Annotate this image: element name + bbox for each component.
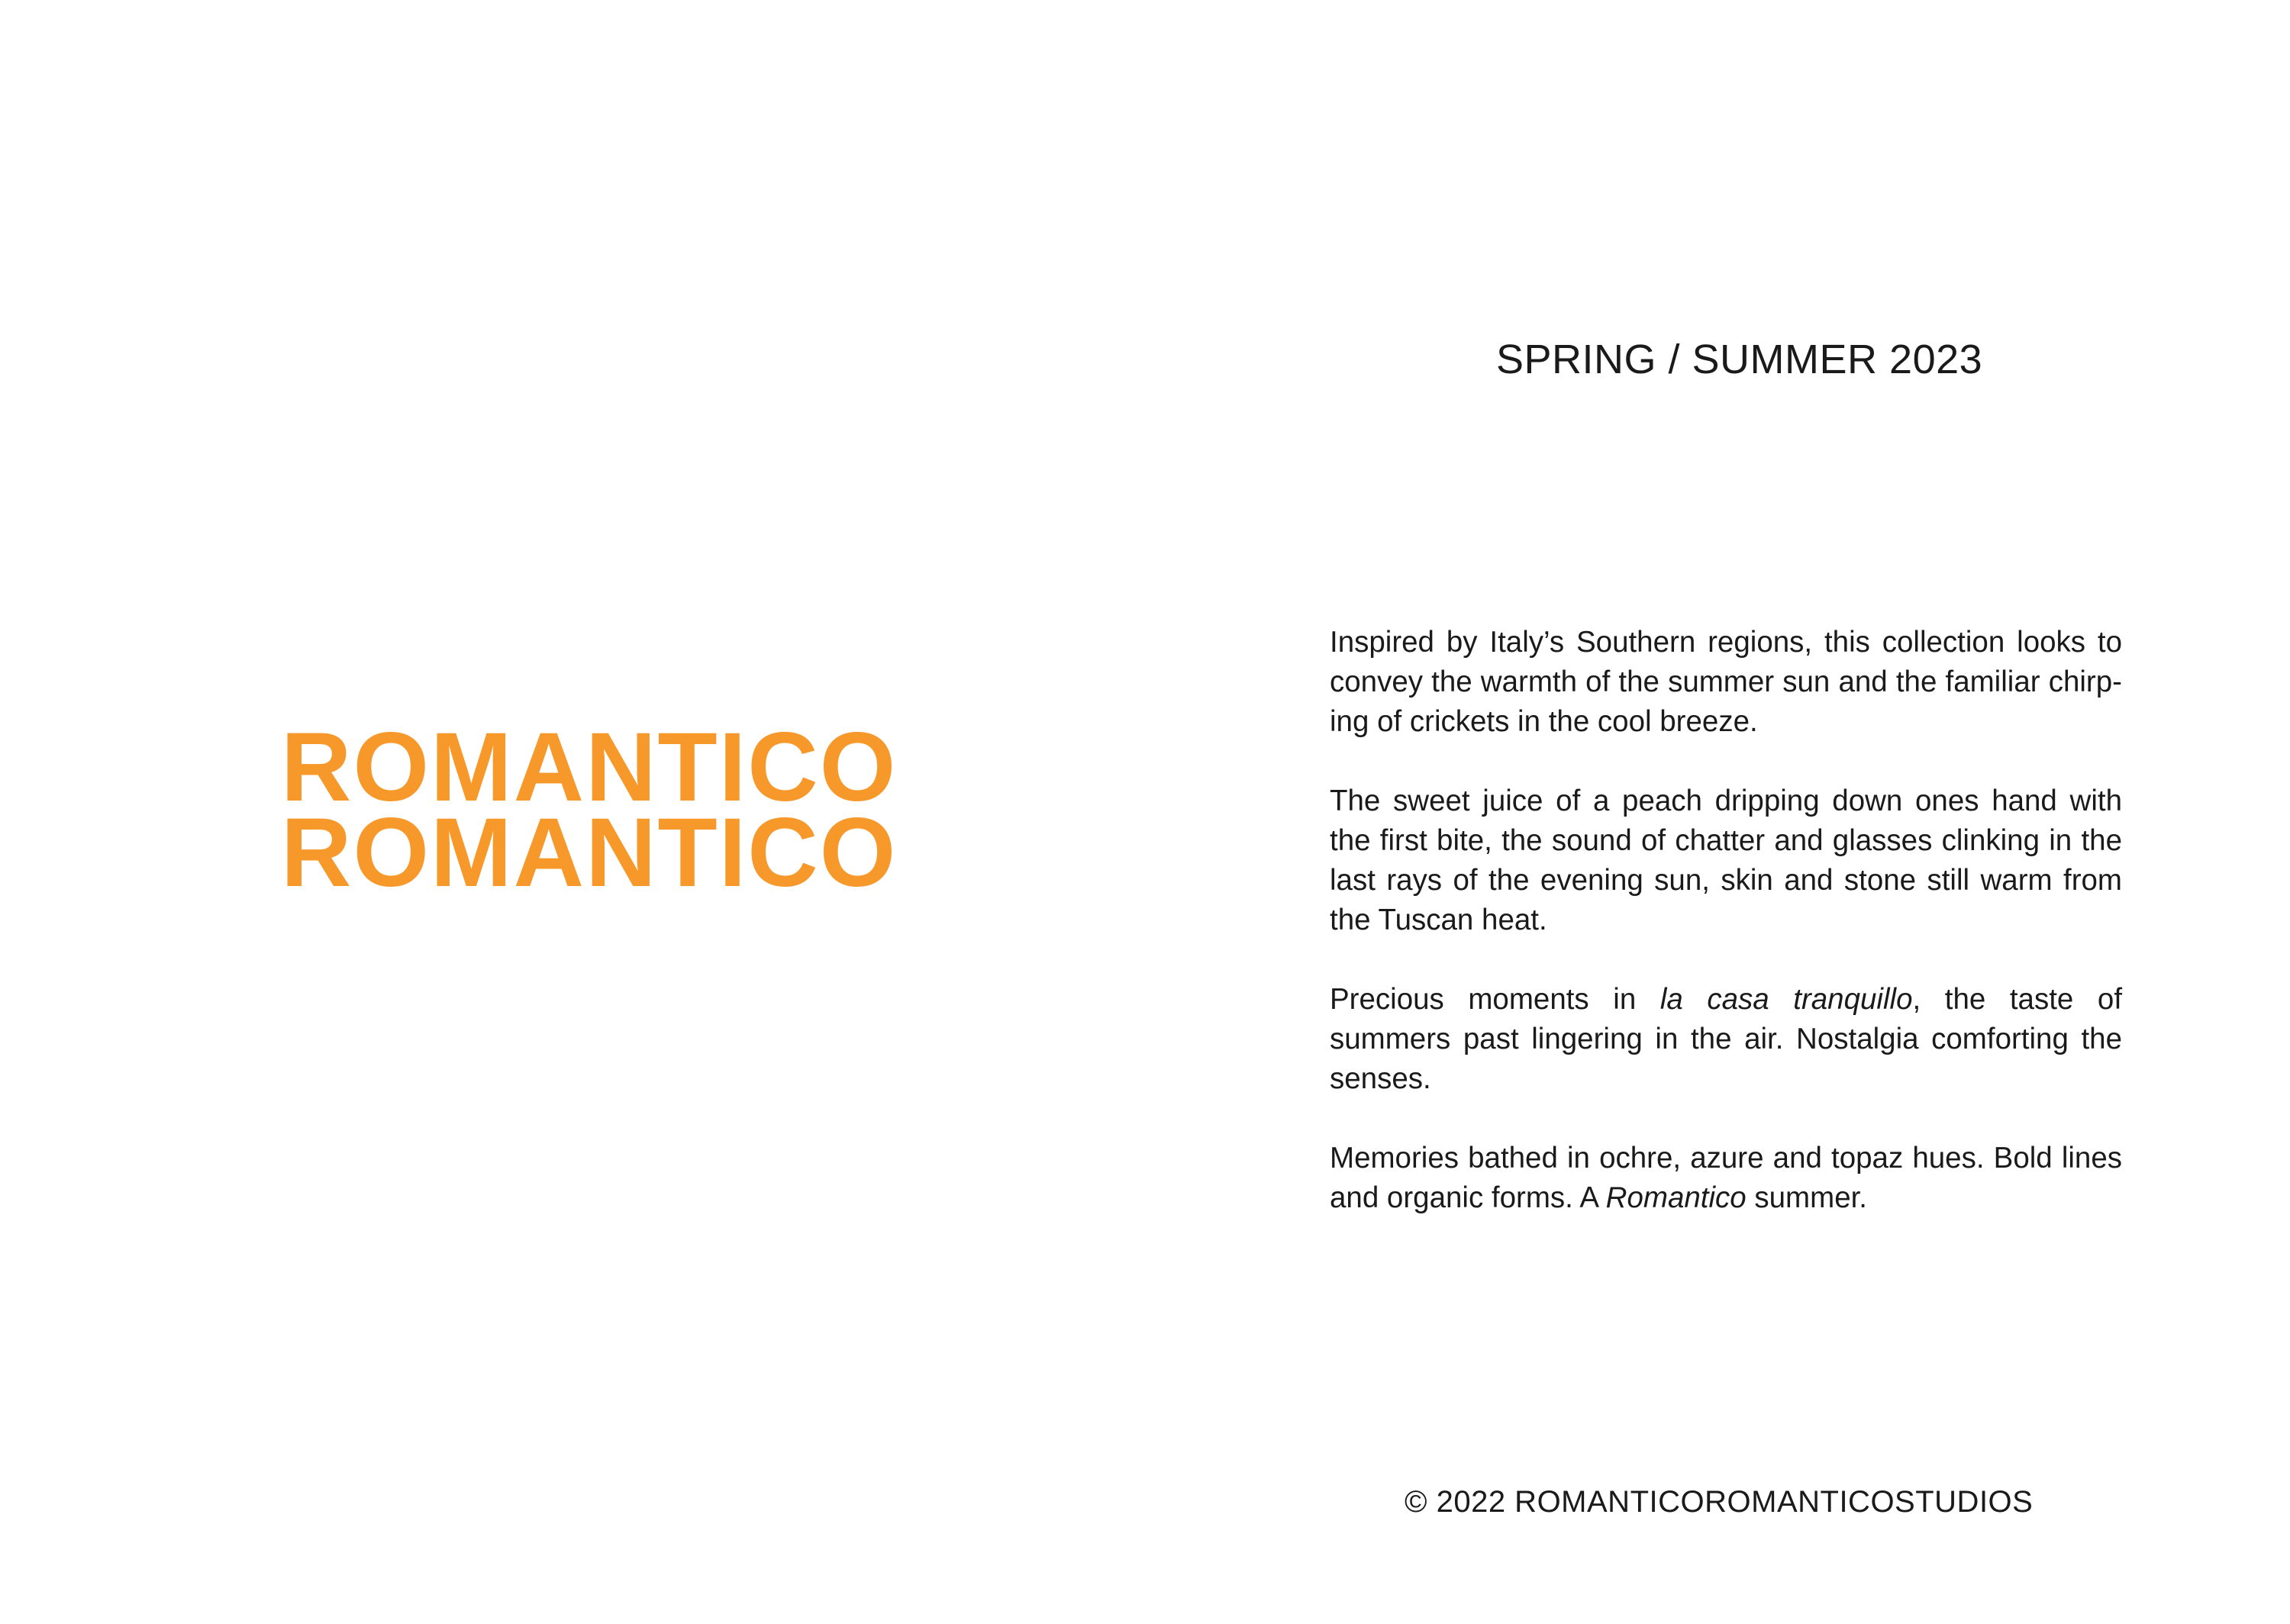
collection-description (1330, 623, 2122, 1258)
season-title: SPRING / SUMMER 2023 (1496, 337, 1983, 382)
paragraph-4 (1330, 1139, 2122, 1218)
brand-logo (281, 713, 898, 907)
paragraph-3-italic: la casa tranquillo (1659, 983, 1913, 1016)
paragraph-1: Inspired by Italy’s Southern regions, this collection looks to convey the warmth of the summer sun and the familiar chirp-ing of crickets in the cool breeze. (1330, 626, 2122, 738)
paragraph-3-after: , the taste of summers past lingering in the air. Nostalgia comforting the senses. (1330, 983, 2123, 1095)
paragraph-3-before: Precious moments in (1330, 983, 1660, 1016)
paragraph-4-before: Memories bathed in ochre, azure and topaz hues. Bold lines and organic forms. A (1330, 1142, 2122, 1214)
copyright-footer: © 2022 ROMANTICOROMANTICOSTUDIOS (1405, 1485, 2034, 1519)
brand-line-2: ROMANTICO (281, 798, 898, 907)
paragraph-2: The sweet juice of a peach dripping down ones hand with the first bite, the sound of chatter and glasses clinking in the last rays of the evening sun, skin and stone still warm from the Tuscan heat. (1330, 785, 2122, 936)
brand-line-1: ROMANTICO (281, 713, 898, 822)
paragraph-3 (1330, 980, 2122, 1099)
paragraph-4-italic: Romantico (1605, 1181, 1747, 1214)
paragraph-4-after: summer. (1746, 1181, 1868, 1214)
